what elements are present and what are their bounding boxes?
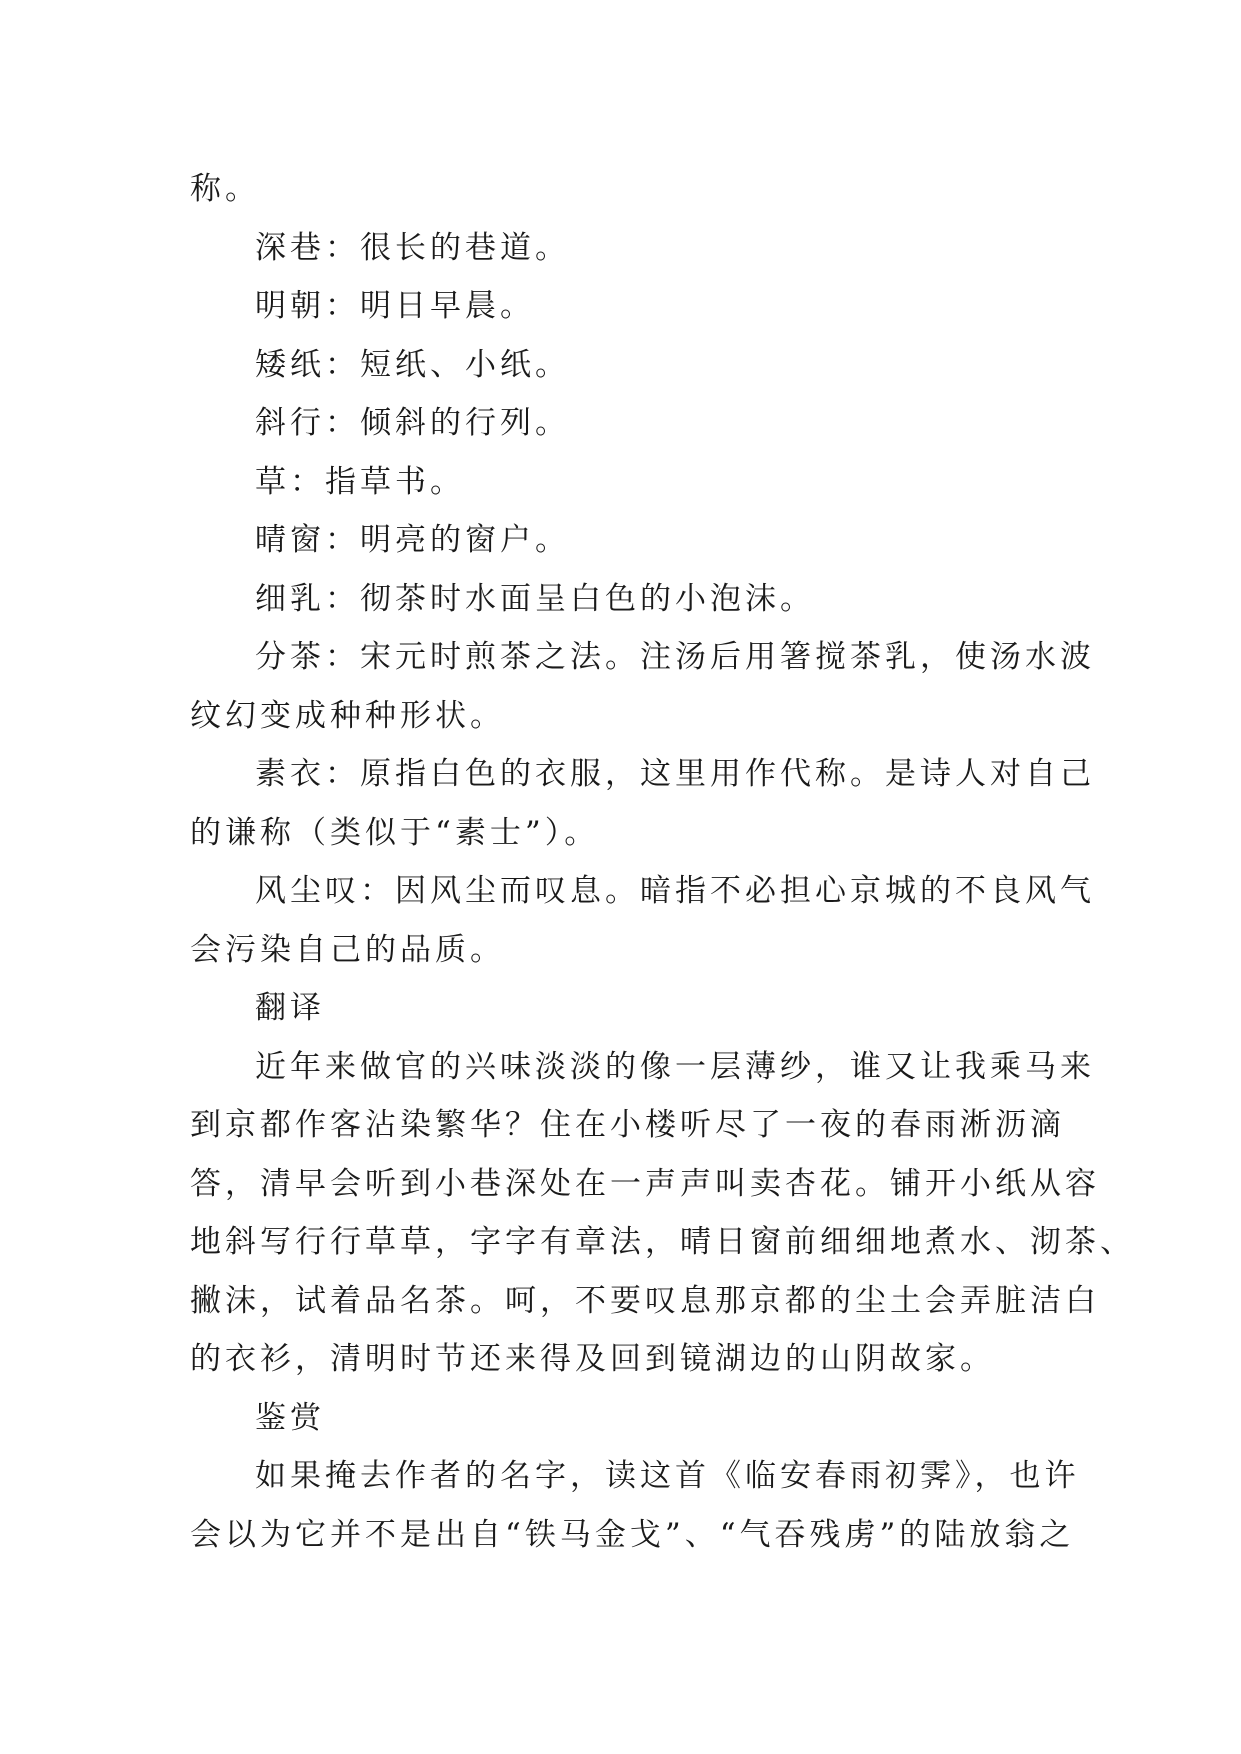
annotation-suyi: 素衣：原指白色的衣服，这里用作代称。是诗人对自己 bbox=[255, 756, 1095, 792]
section-heading-translation: 翻译 bbox=[255, 990, 325, 1026]
annotation-shenxiang: 深巷：很长的巷道。 bbox=[255, 229, 570, 266]
annotation-fencha-cont: 纹幻变成种种形状。 bbox=[190, 697, 505, 734]
annotation-aizhi: 矮纸：短纸、小纸。 bbox=[255, 346, 570, 383]
appreciation-paragraph-line: 会以为它并不是出自“铁马金戈”、“气吞残虏”的陆放翁之 bbox=[190, 1516, 1075, 1553]
section-heading-appreciation: 鉴赏 bbox=[255, 1399, 325, 1436]
text-line: 称。 bbox=[190, 171, 260, 207]
translation-paragraph-line: 的衣衫，清明时节还来得及回到镜湖边的山阴故家。 bbox=[190, 1341, 995, 1377]
translation-paragraph-line: 近年来做官的兴味淡淡的像一层薄纱，谁又让我乘马来 bbox=[255, 1048, 1095, 1085]
annotation-fencha: 分茶：宋元时煎茶之法。注汤后用箸搅茶乳，使汤水波 bbox=[255, 639, 1095, 675]
annotation-xiexing: 斜行：倾斜的行列。 bbox=[255, 405, 570, 441]
document-body bbox=[190, 160, 1135, 1564]
appreciation-paragraph-line: 如果掩去作者的名字，读这首《临安春雨初霁》，也许 bbox=[255, 1458, 1080, 1494]
translation-paragraph-line: 撇沫，试着品名茶。呵，不要叹息那京都的尘土会弄脏洁白 bbox=[190, 1282, 1100, 1319]
translation-paragraph-line: 到京都作客沾染繁华？住在小楼听尽了一夜的春雨淅沥滴 bbox=[190, 1107, 1065, 1143]
translation-paragraph-line: 答，清早会听到小巷深处在一声声叫卖杏花。铺开小纸从容 bbox=[190, 1165, 1100, 1202]
annotation-mingzhao: 明朝：明日早晨。 bbox=[255, 288, 535, 324]
annotation-fengchentan-cont: 会污染自己的品质。 bbox=[190, 931, 505, 968]
annotation-xiru: 细乳：彻茶时水面呈白色的小泡沫。 bbox=[255, 580, 815, 617]
translation-paragraph-line: 地斜写行行草草，字字有章法，晴日窗前细细地煮水、沏茶、 bbox=[190, 1224, 1135, 1260]
annotation-suyi-cont: 的谦称（类似于“素士”）。 bbox=[190, 814, 600, 851]
annotation-fengchentan: 风尘叹：因风尘而叹息。暗指不必担心京城的不良风气 bbox=[255, 873, 1095, 909]
annotation-cao: 草：指草书。 bbox=[255, 463, 465, 500]
annotation-qingchuang: 晴窗：明亮的窗户。 bbox=[255, 522, 570, 558]
